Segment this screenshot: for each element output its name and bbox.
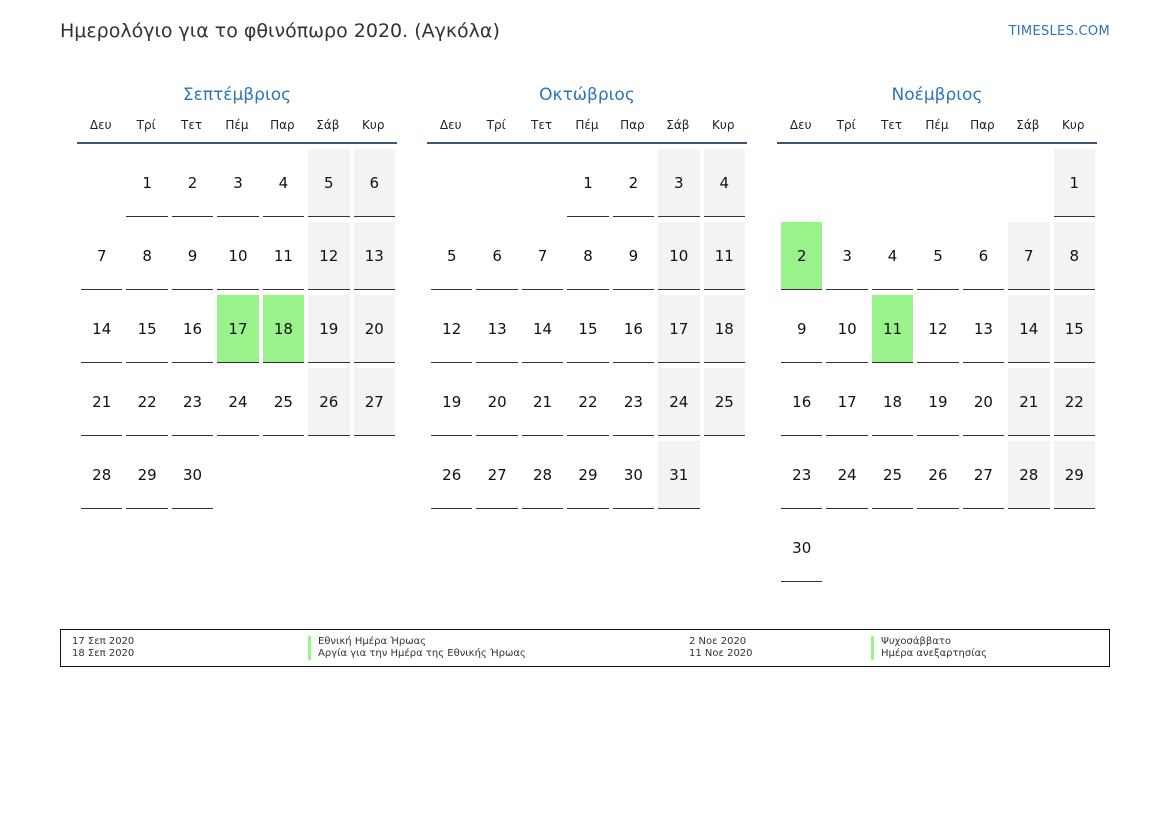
day-cell: 12 xyxy=(915,295,960,368)
legend-holiday-name: Ημέρα ανεξαρτησίας xyxy=(871,648,987,660)
weekday-label: Τρί xyxy=(836,118,856,132)
weekday-label: Πέμ xyxy=(925,118,949,132)
day-cell: 29 xyxy=(124,441,169,514)
day-cell: 19 xyxy=(429,368,474,441)
day-cell: 30 xyxy=(611,441,656,514)
month-november xyxy=(777,82,1097,587)
weekday-label: Δευ xyxy=(439,118,462,132)
legend-date: 11 Νοε 2020 xyxy=(689,648,753,659)
weekday-label: Τρί xyxy=(486,118,506,132)
day-cell: 24 xyxy=(215,368,260,441)
empty-cell xyxy=(1052,514,1097,587)
empty-cell xyxy=(261,441,306,514)
month-name: Οκτώβριος xyxy=(539,85,635,105)
empty-cell xyxy=(915,149,960,222)
day-cell: 14 xyxy=(1006,295,1051,368)
weeks-grid xyxy=(427,144,747,514)
day-cell: 19 xyxy=(915,368,960,441)
day-cell: 2 xyxy=(170,149,215,222)
day-cell: 5 xyxy=(915,222,960,295)
legend-holiday-name: Ψυχοσάββατο xyxy=(871,636,951,648)
legend-holiday-name: Εθνική Ημέρα Ήρωας xyxy=(308,636,426,648)
day-cell: 13 xyxy=(352,222,397,295)
week-row xyxy=(79,441,397,514)
weekday-label: Παρ xyxy=(620,118,645,132)
weekday-label: Σάβ xyxy=(666,118,690,132)
weekday-label: Σάβ xyxy=(316,118,340,132)
day-cell: 14 xyxy=(79,295,124,368)
day-cell: 3 xyxy=(656,149,701,222)
week-row xyxy=(779,441,1097,514)
day-cell: 31 xyxy=(656,441,701,514)
holiday-legend xyxy=(60,629,1110,667)
week-row xyxy=(429,295,747,368)
empty-cell xyxy=(215,441,260,514)
weekday-label: Κυρ xyxy=(1062,118,1085,132)
day-cell: 30 xyxy=(779,514,824,587)
day-cell: 1 xyxy=(124,149,169,222)
day-cell: 20 xyxy=(474,368,519,441)
weekday-label: Δευ xyxy=(89,118,112,132)
day-cell: 25 xyxy=(702,368,747,441)
weekday-label: Τετ xyxy=(531,118,553,132)
weekday-header xyxy=(427,112,747,144)
week-row xyxy=(79,368,397,441)
day-cell: 6 xyxy=(961,222,1006,295)
day-cell: 16 xyxy=(611,295,656,368)
day-cell: 13 xyxy=(474,295,519,368)
empty-cell xyxy=(429,149,474,222)
weekday-header xyxy=(77,112,397,144)
day-cell: 7 xyxy=(520,222,565,295)
day-cell: 22 xyxy=(1052,368,1097,441)
day-cell: 21 xyxy=(79,368,124,441)
weekday-label: Δευ xyxy=(789,118,812,132)
empty-cell xyxy=(520,149,565,222)
day-cell: 23 xyxy=(611,368,656,441)
day-cell: 27 xyxy=(352,368,397,441)
day-cell: 15 xyxy=(565,295,610,368)
day-cell: 21 xyxy=(1006,368,1051,441)
day-cell: 28 xyxy=(520,441,565,514)
day-cell: 20 xyxy=(352,295,397,368)
empty-cell xyxy=(474,149,519,222)
week-row xyxy=(429,441,747,514)
day-cell: 30 xyxy=(170,441,215,514)
day-cell: 1 xyxy=(1052,149,1097,222)
legend-date: 2 Νοε 2020 xyxy=(689,636,747,647)
week-row xyxy=(779,295,1097,368)
day-cell: 5 xyxy=(429,222,474,295)
empty-cell xyxy=(306,441,351,514)
day-cell: 18 xyxy=(870,368,915,441)
day-cell: 23 xyxy=(779,441,824,514)
weeks-grid xyxy=(77,144,397,514)
day-cell: 25 xyxy=(261,368,306,441)
page-title: Ημερολόγιο για το φθινόπωρο 2020. (Αγκόλα) xyxy=(60,20,500,42)
holiday-day-cell: 17 xyxy=(215,295,260,368)
day-cell: 11 xyxy=(702,222,747,295)
day-cell: 15 xyxy=(1052,295,1097,368)
day-cell: 23 xyxy=(170,368,215,441)
empty-cell xyxy=(961,149,1006,222)
day-cell: 22 xyxy=(124,368,169,441)
empty-cell xyxy=(779,149,824,222)
day-cell: 4 xyxy=(261,149,306,222)
empty-cell xyxy=(352,441,397,514)
day-cell: 2 xyxy=(611,149,656,222)
day-cell: 20 xyxy=(961,368,1006,441)
month-october xyxy=(427,82,747,514)
day-cell: 27 xyxy=(474,441,519,514)
week-row xyxy=(429,368,747,441)
day-cell: 6 xyxy=(474,222,519,295)
holiday-day-cell: 18 xyxy=(261,295,306,368)
day-cell: 29 xyxy=(1052,441,1097,514)
day-cell: 28 xyxy=(1006,441,1051,514)
weeks-grid xyxy=(777,144,1097,587)
week-row xyxy=(429,149,747,222)
day-cell: 7 xyxy=(79,222,124,295)
day-cell: 11 xyxy=(261,222,306,295)
empty-cell xyxy=(870,514,915,587)
day-cell: 26 xyxy=(306,368,351,441)
day-cell: 1 xyxy=(565,149,610,222)
holiday-day-cell: 11 xyxy=(870,295,915,368)
weekday-label: Κυρ xyxy=(712,118,735,132)
empty-cell xyxy=(824,514,869,587)
week-row xyxy=(79,222,397,295)
day-cell: 17 xyxy=(656,295,701,368)
weekday-header xyxy=(777,112,1097,144)
day-cell: 4 xyxy=(870,222,915,295)
weekday-label: Σάβ xyxy=(1016,118,1040,132)
day-cell: 9 xyxy=(779,295,824,368)
legend-date: 18 Σεπ 2020 xyxy=(72,648,135,659)
empty-cell xyxy=(915,514,960,587)
day-cell: 9 xyxy=(611,222,656,295)
legend-date: 17 Σεπ 2020 xyxy=(72,636,135,647)
weekday-label: Πέμ xyxy=(225,118,249,132)
month-name: Νοέμβριος xyxy=(891,85,983,105)
empty-cell xyxy=(1006,149,1051,222)
week-row xyxy=(779,222,1097,295)
day-cell: 13 xyxy=(961,295,1006,368)
day-cell: 3 xyxy=(215,149,260,222)
weekday-label: Τρί xyxy=(136,118,156,132)
day-cell: 6 xyxy=(352,149,397,222)
holiday-day-cell: 2 xyxy=(779,222,824,295)
day-cell: 25 xyxy=(870,441,915,514)
day-cell: 8 xyxy=(565,222,610,295)
day-cell: 12 xyxy=(429,295,474,368)
week-row xyxy=(79,295,397,368)
day-cell: 8 xyxy=(1052,222,1097,295)
day-cell: 18 xyxy=(702,295,747,368)
weekday-label: Παρ xyxy=(270,118,295,132)
day-cell: 24 xyxy=(824,441,869,514)
site-link[interactable]: TIMESLES.COM xyxy=(1008,24,1110,39)
day-cell: 10 xyxy=(824,295,869,368)
day-cell: 8 xyxy=(124,222,169,295)
legend-holiday-name: Αργία για την Ημέρα της Εθνικής Ήρωας xyxy=(308,648,526,660)
day-cell: 5 xyxy=(306,149,351,222)
week-row xyxy=(429,222,747,295)
month-september xyxy=(77,82,397,514)
weekday-label: Παρ xyxy=(970,118,995,132)
day-cell: 14 xyxy=(520,295,565,368)
week-row xyxy=(779,149,1097,222)
day-cell: 27 xyxy=(961,441,1006,514)
day-cell: 28 xyxy=(79,441,124,514)
day-cell: 15 xyxy=(124,295,169,368)
day-cell: 16 xyxy=(170,295,215,368)
empty-cell xyxy=(79,149,124,222)
empty-cell xyxy=(961,514,1006,587)
day-cell: 10 xyxy=(215,222,260,295)
week-row xyxy=(779,514,1097,587)
month-name: Σεπτέμβριος xyxy=(182,85,292,105)
day-cell: 9 xyxy=(170,222,215,295)
weekday-label: Κυρ xyxy=(362,118,385,132)
day-cell: 3 xyxy=(824,222,869,295)
weekday-label: Πέμ xyxy=(575,118,599,132)
day-cell: 29 xyxy=(565,441,610,514)
empty-cell xyxy=(1006,514,1051,587)
weekday-label: Τετ xyxy=(881,118,903,132)
weekday-label: Τετ xyxy=(181,118,203,132)
day-cell: 24 xyxy=(656,368,701,441)
day-cell: 19 xyxy=(306,295,351,368)
week-row xyxy=(79,149,397,222)
day-cell: 16 xyxy=(779,368,824,441)
week-row xyxy=(779,368,1097,441)
empty-cell xyxy=(870,149,915,222)
day-cell: 21 xyxy=(520,368,565,441)
day-cell: 12 xyxy=(306,222,351,295)
day-cell: 17 xyxy=(824,368,869,441)
empty-cell xyxy=(702,441,747,514)
day-cell: 26 xyxy=(429,441,474,514)
day-cell: 7 xyxy=(1006,222,1051,295)
day-cell: 4 xyxy=(702,149,747,222)
day-cell: 10 xyxy=(656,222,701,295)
day-cell: 26 xyxy=(915,441,960,514)
empty-cell xyxy=(824,149,869,222)
day-cell: 22 xyxy=(565,368,610,441)
